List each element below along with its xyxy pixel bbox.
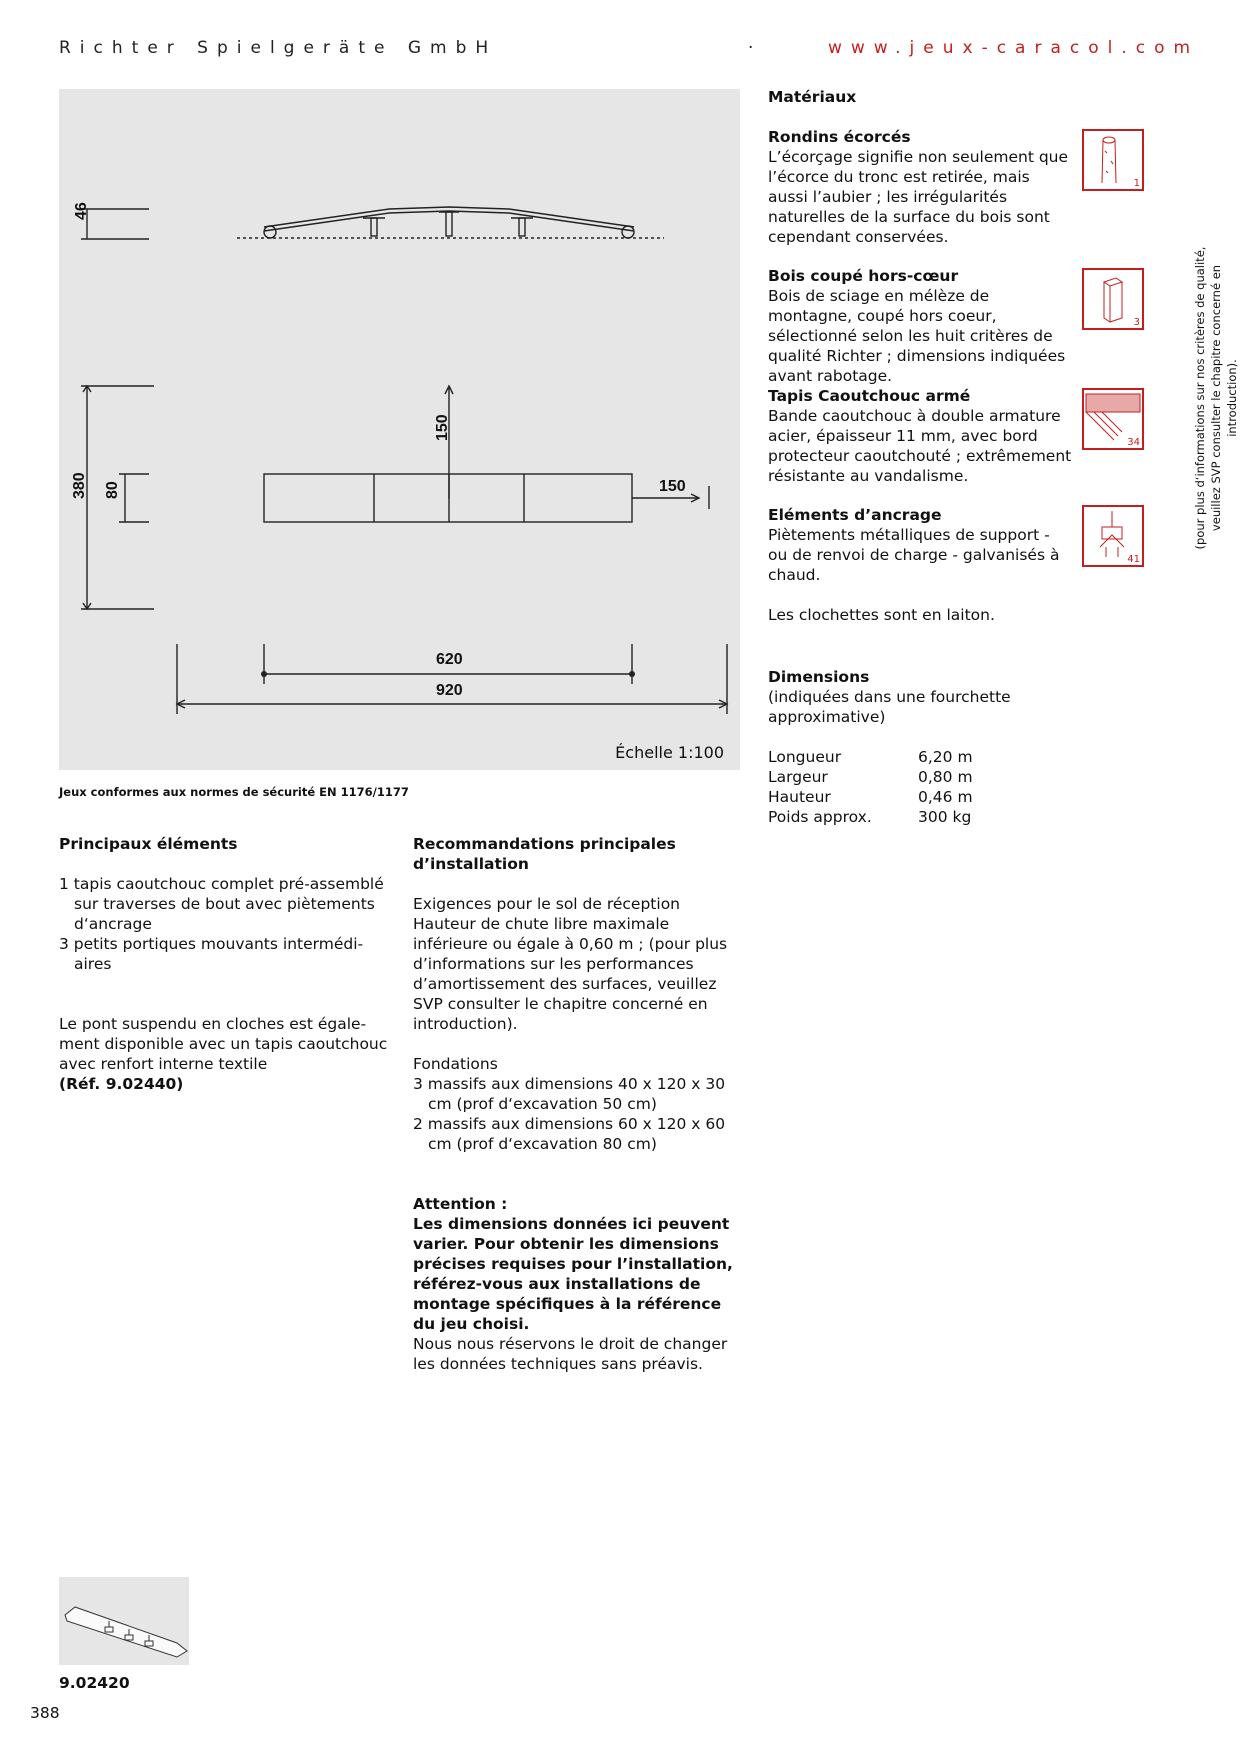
install-section <box>413 834 743 1374</box>
dim-space-top-label: 150 <box>434 414 451 441</box>
side-note: (pour plus d‘informations sur nos critères de qualité, veuillez SVP consulter le chapitre concerné en introduction). <box>1193 246 1239 550</box>
header-company: Richter Spielgeräte GmbH <box>59 38 498 58</box>
dim-length-total-label: 920 <box>436 682 463 699</box>
dim-space-right-label: 150 <box>659 478 686 495</box>
rubber-mat-icon: 34 <box>1082 388 1144 450</box>
material-text: Piètements métalliques de support - ou de renvoi de charge - galvanisés à chaud. <box>768 526 1060 584</box>
install-title: Recommandations principales d’installation <box>413 835 676 873</box>
dimensions-title: Dimensions <box>768 668 870 686</box>
material-item <box>768 505 1073 585</box>
elements-ref: (Réf. 9.02440) <box>59 1075 184 1093</box>
material-title: Bois coupé hors-cœur <box>768 267 959 285</box>
material-text: L’écorçage signifie non seulement que l’écorce du tronc est retirée, mais aussi l’aubier ; les irrégularités naturelles de la surface du bois sont cependant conservées. <box>768 148 1069 246</box>
timber-icon: 3 <box>1082 268 1144 330</box>
side-elevation <box>81 207 664 239</box>
material-title: Tapis Caoutchouc armé <box>768 387 971 405</box>
material-text: Bande caoutchouc à double armature acier, épaisseur 11 mm, avec bord protecteur caoutchouté ; extrêmement résistante au vandalisme. <box>768 407 1072 485</box>
dim-height-label: 46 <box>73 202 90 220</box>
product-thumbnail <box>59 1577 189 1665</box>
dimensions-section <box>768 667 1068 827</box>
install-ground: Exigences pour le sol de réception Hauteur de chute libre maximale inférieure ou égale à 0,60 m ; (pour plus d’informations sur les performances d’amortissement des surfaces, veuillez SVP consulter le chapitre concerné en introduction). <box>413 895 728 1033</box>
drawing-scale: Échelle 1:100 <box>615 743 724 762</box>
header-url-link[interactable]: www.jeux-caracol.com <box>828 38 1200 58</box>
foundations-title: Fondations <box>413 1055 498 1073</box>
log-icon: 1 <box>1082 129 1144 191</box>
safety-norm: Jeux conformes aux normes de sécurité EN 1176/1177 <box>59 785 409 799</box>
attention-text: Les dimensions données ici peuvent varier. Pour obtenir les dimensions précises requises pour l’installation, référez-vous aux installations de montage spécifiques à la référence du jeu choisi. <box>413 1215 733 1333</box>
dim-length-mat-label: 620 <box>436 651 463 668</box>
technical-drawing <box>59 89 740 770</box>
page-number: 388 <box>30 1704 60 1722</box>
attention-title: Attention : <box>413 1195 508 1213</box>
elements-note: Le pont suspendu en cloches est égale-ment disponible avec un tapis caoutchouc avec renfort interne textile <box>59 1015 388 1073</box>
table-row: Largeur 0,80 m <box>768 768 973 786</box>
material-title: Rondins écorcés <box>768 128 911 146</box>
dim-mat-width-label: 80 <box>104 481 121 499</box>
table-row: Hauteur 0,46 m <box>768 788 973 806</box>
table-row: Longueur 6,20 m <box>768 748 973 766</box>
material-title: Eléments d’ancrage <box>768 506 942 524</box>
elements-item: 1 tapis caoutchouc complet pré-assemblé sur traverses de bout avec piètements d‘ancrage <box>59 875 384 933</box>
dimensions-table <box>768 747 973 827</box>
materials-title: Matériaux <box>768 88 857 106</box>
anchor-icon: 41 <box>1082 505 1144 567</box>
dimensions-subtitle: (indiquées dans une fourchette approximative) <box>768 688 1011 726</box>
foundation-item: 2 massifs aux dimensions 60 x 120 x 60 cm (prof d‘excavation 80 cm) <box>413 1115 726 1153</box>
material-item <box>768 266 1073 386</box>
product-ref: 9.02420 <box>59 1674 130 1692</box>
material-text: Bois de sciage en mélèze de montagne, coupé hors coeur, sélectionné selon les huit critères de qualité Richter ; dimensions indiquées avant rabotage. <box>768 287 1066 385</box>
table-row: Poids approx. 300 kg <box>768 808 972 826</box>
dim-total-width-label: 380 <box>71 472 88 499</box>
elements-item: 3 petits portiques mouvants intermédi-aires <box>59 935 364 973</box>
elements-title: Principaux éléments <box>59 835 238 853</box>
material-item <box>768 127 1073 247</box>
header-separator: · <box>748 38 763 58</box>
bells-note: Les clochettes sont en laiton. <box>768 606 995 624</box>
foundation-item: 3 massifs aux dimensions 40 x 120 x 30 cm (prof d‘excavation 50 cm) <box>413 1075 726 1113</box>
material-item <box>768 386 1073 486</box>
plan-view <box>81 386 709 609</box>
elements-section <box>59 834 389 1094</box>
reserve-note: Nous nous réservons le droit de changer les données techniques sans préavis. <box>413 1335 728 1373</box>
